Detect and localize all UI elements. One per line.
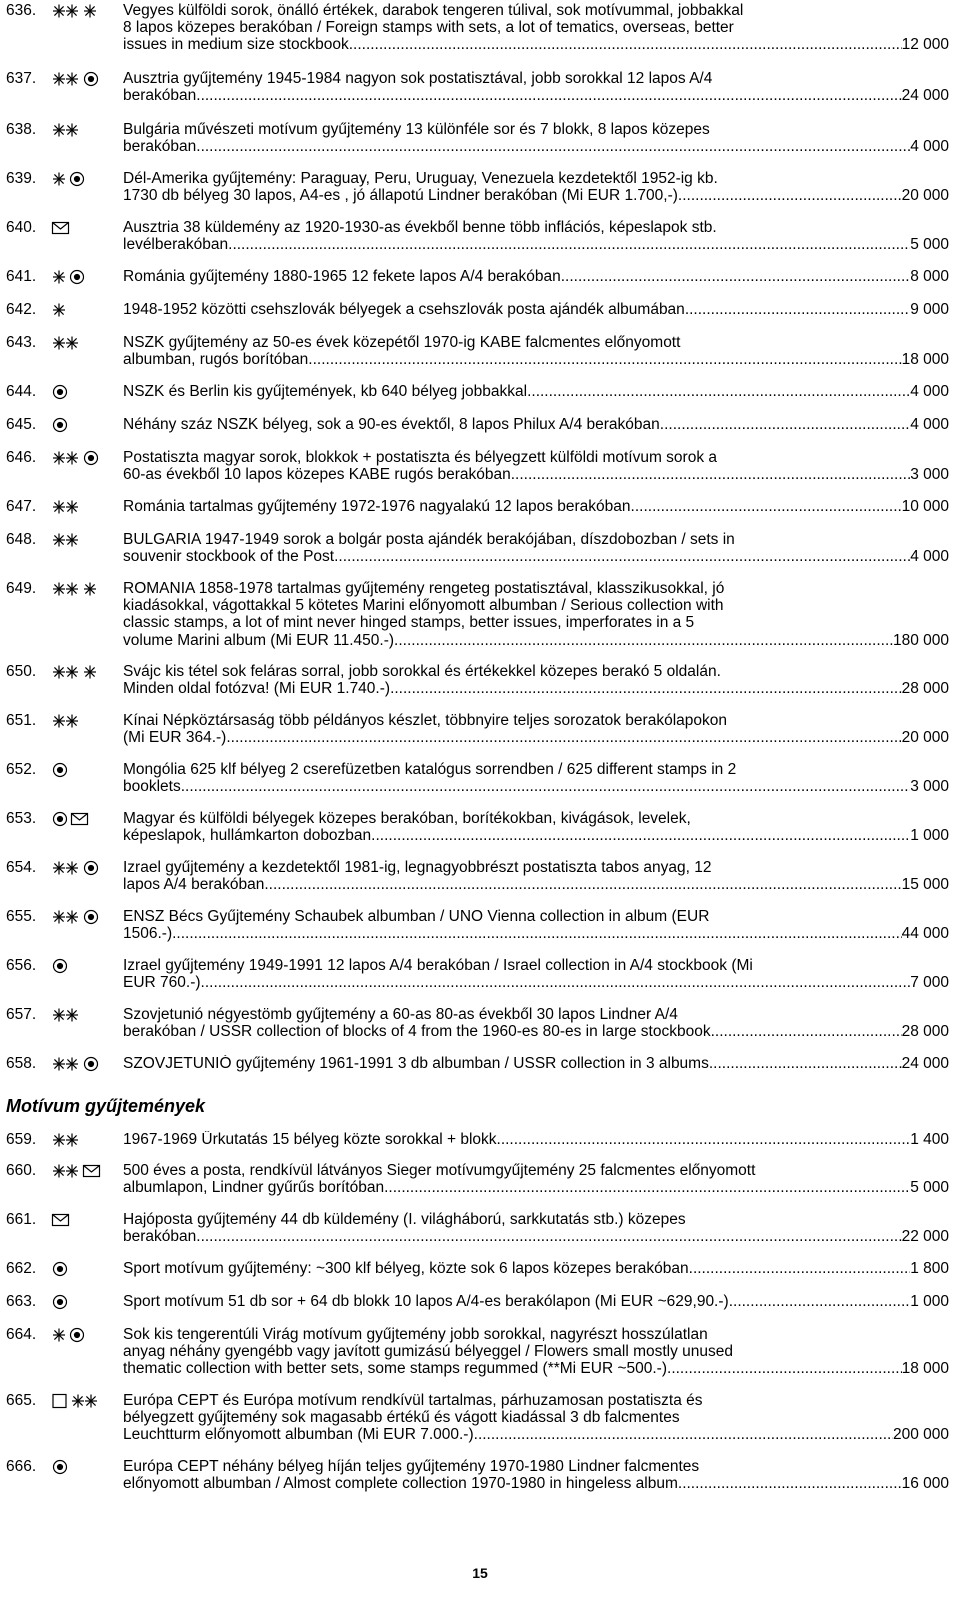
lot-entry	[6, 268, 960, 285]
lot-price: 5 000	[910, 236, 949, 254]
description-line: Románia tartalmas gyűjtemény 1972-1976 nagyalakú 12 lapos berakóban	[123, 498, 631, 515]
lot-number: 655.	[6, 908, 37, 925]
lot-description	[123, 219, 949, 253]
asterisk-single-icon	[51, 171, 67, 187]
lot-entry	[6, 712, 960, 746]
lot-entry	[6, 449, 960, 483]
lot-description	[123, 957, 949, 991]
description-line: berakóban	[123, 87, 197, 105]
condition-icons	[51, 70, 100, 87]
description-line: souvenir stockbook of the Post	[123, 548, 335, 566]
description-line: berakóban	[123, 138, 197, 156]
description-line: Ausztria gyűjtemény 1945-1984 nagyon sok postatisztával, jobb sorokkal 12 lapos A/4	[123, 70, 713, 87]
lot-description	[123, 268, 949, 285]
leader-dots	[631, 498, 902, 515]
lot-price: 12 000	[901, 36, 949, 54]
lot-entry	[6, 70, 960, 104]
description-line: Vegyes külföldi sorok, önálló értékek, darabok tengeren túlival, sok motívummal, jobbakkal	[123, 2, 744, 19]
lot-price: 24 000	[901, 87, 949, 105]
lot-price: 20 000	[901, 187, 949, 205]
lot-entry	[6, 1326, 960, 1378]
lot-entry	[6, 1260, 960, 1277]
lot-number: 656.	[6, 957, 37, 974]
lot-description	[123, 1211, 949, 1245]
lot-price: 15 000	[901, 876, 949, 894]
condition-icons	[51, 712, 81, 729]
postmark-icon	[82, 860, 100, 876]
lot-number: 639.	[6, 170, 37, 187]
lot-price: 4 000	[910, 138, 949, 156]
asterisk-single-icon	[51, 269, 67, 285]
condition-icons	[51, 1211, 71, 1228]
asterisk-single-icon	[82, 581, 98, 597]
lot-description	[123, 810, 949, 844]
lot-number: 661.	[6, 1211, 37, 1228]
lot-price: 3 000	[910, 466, 949, 484]
condition-icons	[51, 1392, 100, 1409]
lot-description	[123, 712, 949, 746]
leader-dots	[678, 187, 902, 204]
leader-dots	[390, 680, 902, 697]
description-line: berakóban	[123, 1228, 197, 1246]
asterisk-double-icon	[51, 909, 81, 925]
description-line: levélberakóban	[123, 236, 229, 254]
lot-description	[123, 1131, 949, 1148]
lot-price: 3 000	[910, 778, 949, 796]
condition-icons	[51, 1162, 102, 1179]
lot-price: 7 000	[910, 974, 949, 992]
condition-icons	[51, 580, 98, 597]
lot-entry	[6, 416, 960, 433]
postmark-icon	[82, 71, 100, 87]
lot-entry	[6, 580, 960, 649]
condition-icons	[51, 268, 86, 285]
leader-dots	[349, 36, 902, 53]
description-line: ENSZ Bécs Gyűjtemény Schaubek albumban / UNO Vienna collection in album (EUR	[123, 908, 710, 925]
description-line: berakóban / USSR collection of blocks of 4 from the 1960-es 80-es in large stockbook	[123, 1023, 711, 1041]
condition-icons	[51, 219, 71, 236]
asterisk-double-icon	[51, 335, 81, 351]
lot-entry	[6, 957, 960, 991]
lot-number: 649.	[6, 580, 37, 597]
lot-description	[123, 531, 949, 565]
lot-number: 643.	[6, 334, 37, 351]
lot-description	[123, 498, 949, 515]
square-icon	[51, 1393, 69, 1409]
description-line: classic stamps, a lot of mint never hinged stamps, better issues, imperforates in a 5	[123, 614, 695, 632]
leader-dots	[660, 416, 910, 433]
postmark-icon	[68, 1327, 86, 1343]
leader-dots	[371, 827, 910, 844]
lot-price: 10 000	[901, 498, 949, 515]
lot-number: 653.	[6, 810, 37, 827]
lot-price: 9 000	[910, 301, 949, 318]
description-line: booklets	[123, 778, 181, 796]
postmark-icon	[51, 1261, 69, 1277]
description-line: Kínai Népköztársaság több példányos készlet, többnyire teljes sorozatok berakólapokon	[123, 712, 728, 729]
description-line: Románia gyűjtemény 1880-1965 12 fekete lapos A/4 berakóban	[123, 268, 561, 285]
postmark-icon	[51, 1459, 69, 1475]
envelope-icon	[51, 220, 71, 236]
description-line: ROMANIA 1858-1978 tartalmas gyűjtemény rengeteg postatisztával, klasszikusokkal, jó	[123, 580, 725, 597]
lot-description	[123, 1293, 949, 1310]
lot-number: 644.	[6, 383, 37, 400]
lot-number: 646.	[6, 449, 37, 466]
lot-description	[123, 449, 949, 483]
lot-price: 200 000	[892, 1426, 949, 1444]
lot-entry	[6, 1293, 960, 1310]
condition-icons	[51, 859, 100, 876]
lot-entry	[6, 334, 960, 368]
description-line: SZOVJETUNIÓ gyűjtemény 1961-1991 3 db albumban / USSR collection in 3 albums	[123, 1055, 709, 1072]
description-line: NSZK gyűjtemény az 50-es évek közepétől 1970-ig KABE falcmentes előnyomott	[123, 334, 681, 351]
description-line: Európa CEPT és Európa motívum rendkívül tartalmas, párhuzamosan postatiszta és	[123, 1392, 703, 1409]
asterisk-double-icon	[51, 860, 81, 876]
lot-price: 5 000	[910, 1179, 949, 1197]
asterisk-double-icon	[51, 499, 81, 515]
condition-icons	[51, 1326, 86, 1343]
postmark-icon	[51, 811, 69, 827]
description-line: anyag néhány gyengébb vagy javított gumizású bélyeggel / Flowers small mostly unused	[123, 1343, 734, 1361]
leader-dots	[678, 1475, 902, 1492]
condition-icons	[51, 908, 100, 925]
leader-dots	[384, 1179, 910, 1196]
lot-entry	[6, 170, 960, 204]
description-line: Svájc kis tétel sok feláras sorral, jobb sorokkal és értékekkel közepes berakó 5 oldalán.	[123, 663, 721, 680]
description-line: lapos A/4 berakóban	[123, 876, 265, 894]
description-line: 1730 db bélyeg 30 lapos, A4-es , jó állapotú Lindner berakóban (Mi EUR 1.700,-)	[123, 187, 678, 205]
condition-icons	[51, 1293, 69, 1310]
condition-icons	[51, 449, 100, 466]
lot-price: 18 000	[901, 1360, 949, 1378]
lot-number: 652.	[6, 761, 37, 778]
description-line: Néhány száz NSZK bélyeg, sok a 90-es évektől, 8 lapos Philux A/4 berakóban	[123, 416, 660, 433]
description-line: Sok kis tengerentúli Virág motívum gyűjtemény jobb sorokkal, nagyrészt hosszúlatlan	[123, 1326, 708, 1343]
asterisk-double-icon	[51, 664, 81, 680]
lot-entry	[6, 531, 960, 565]
lot-description	[123, 761, 949, 795]
lot-description	[123, 908, 949, 942]
lot-number: 650.	[6, 663, 37, 680]
condition-icons	[51, 334, 81, 351]
asterisk-double-icon	[51, 713, 81, 729]
leader-dots	[527, 383, 910, 400]
asterisk-double-icon	[51, 1056, 81, 1072]
description-line: bélyegzett gyűjtemény sok magasabb értékű és vágott kiadással 3 db falcmentes	[123, 1409, 680, 1427]
condition-icons	[51, 1131, 81, 1148]
lot-number: 638.	[6, 121, 37, 138]
condition-icons	[51, 2, 98, 19]
asterisk-double-icon	[51, 122, 81, 138]
asterisk-single-icon	[82, 664, 98, 680]
lot-price: 180 000	[892, 631, 949, 649]
postmark-icon	[51, 958, 69, 974]
lot-entry	[6, 1131, 960, 1148]
description-line: Leuchtturm előnyomott albumban (Mi EUR 7.000.-)	[123, 1426, 474, 1444]
description-line: Ausztria 38 küldemény az 1920-1930-as évekből benne több inflációs, képeslapok stb.	[123, 219, 717, 236]
leader-dots	[685, 301, 910, 318]
lot-entry	[6, 1055, 960, 1072]
lot-number: 657.	[6, 1006, 37, 1023]
asterisk-double-icon	[51, 1163, 81, 1179]
condition-icons	[51, 1260, 69, 1277]
condition-icons	[51, 1458, 69, 1475]
description-line: issues in medium size stockbook	[123, 36, 349, 54]
condition-icons	[51, 121, 81, 138]
lot-number: 637.	[6, 70, 37, 87]
asterisk-single-icon	[51, 1327, 67, 1343]
lot-description	[123, 70, 949, 104]
lot-price: 44 000	[901, 925, 949, 943]
condition-icons	[51, 170, 86, 187]
condition-icons	[51, 301, 67, 318]
condition-icons	[51, 957, 69, 974]
lot-entry	[6, 301, 960, 318]
leader-dots	[497, 1131, 911, 1148]
description-line: előnyomott albumban / Almost complete collection 1970-1980 in hingeless album	[123, 1475, 678, 1493]
lot-entry	[6, 1392, 960, 1444]
condition-icons	[51, 663, 98, 680]
leader-dots	[561, 268, 910, 285]
lot-price: 28 000	[901, 680, 949, 698]
description-line: 1967-1969 Űrkutatás 15 bélyeg közte sorokkal + blokk	[123, 1131, 497, 1148]
postmark-icon	[82, 909, 100, 925]
lot-description	[123, 1458, 949, 1492]
leader-dots	[334, 548, 910, 565]
lot-entry	[6, 1006, 960, 1040]
description-line: képeslapok, hullámkarton dobozban	[123, 827, 372, 845]
description-line: albumban, rugós borítóban	[123, 351, 309, 369]
lot-entry	[6, 1211, 960, 1245]
lot-entry	[6, 121, 960, 155]
leader-dots	[181, 778, 910, 795]
asterisk-double-icon	[70, 1393, 100, 1409]
lot-description	[123, 121, 949, 155]
lot-description	[123, 383, 949, 400]
lot-number: 641.	[6, 268, 37, 285]
description-line: 500 éves a posta, rendkívül látványos Sieger motívumgyűjtemény 25 falcmentes előnyomott	[123, 1162, 756, 1179]
condition-icons	[51, 1055, 100, 1072]
description-line: Szovjetunió négyestömb gyűjtemény a 60-as 80-as évekből 30 lapos Lindner A/4	[123, 1006, 678, 1023]
postmark-icon	[68, 171, 86, 187]
lot-price: 1 000	[910, 1293, 949, 1310]
lot-number: 666.	[6, 1458, 37, 1475]
lot-entry	[6, 1162, 960, 1196]
description-line: Magyar és külföldi bélyegek közepes berakóban, borítékokban, kivágások, levelek,	[123, 810, 691, 827]
leader-dots	[671, 1360, 901, 1377]
postmark-icon	[82, 1056, 100, 1072]
lot-entry	[6, 908, 960, 942]
lot-number: 648.	[6, 531, 37, 548]
lot-entry	[6, 859, 960, 893]
lot-price: 4 000	[910, 548, 949, 566]
lot-description	[123, 1006, 949, 1040]
asterisk-double-icon	[51, 450, 81, 466]
description-line: Sport motívum 51 db sor + 64 db blokk 10 lapos A/4-es berakólapon (Mi EUR ~629,90.-)	[123, 1293, 729, 1310]
condition-icons	[51, 761, 69, 778]
description-line: Minden oldal fotózva! (Mi EUR 1.740.-)	[123, 680, 391, 698]
postmark-icon	[51, 417, 69, 433]
leader-dots	[196, 1228, 901, 1245]
lot-number: 660.	[6, 1162, 37, 1179]
description-line: Postatiszta magyar sorok, blokkok + postatiszta és bélyegzett külföldi motívum sorok a	[123, 449, 718, 466]
lot-description	[123, 1162, 949, 1196]
lot-entry	[6, 761, 960, 795]
page-number: 15	[472, 1565, 488, 1581]
lot-number: 636.	[6, 2, 37, 19]
lot-price: 4 000	[910, 383, 949, 400]
postmark-icon	[68, 269, 86, 285]
description-line: 1506.-)	[123, 925, 173, 943]
lot-description	[123, 1260, 949, 1277]
leader-dots	[689, 1260, 911, 1277]
lot-number: 640.	[6, 219, 37, 236]
condition-icons	[51, 383, 69, 400]
description-line: Izrael gyűjtemény 1949-1991 12 lapos A/4 berakóban / Israel collection in A/4 stockbook (Mi	[123, 957, 753, 974]
condition-icons	[51, 498, 81, 515]
description-line: Mongólia 625 klf bélyeg 2 cserefüzetben katalógus sorrendben / 625 different stamps in 2	[123, 761, 737, 778]
lot-description	[123, 663, 949, 697]
description-line: Hajóposta gyűjtemény 44 db küldemény (I. világháború, sarkkutatás stb.) közepes	[123, 1211, 686, 1228]
leader-dots	[228, 236, 910, 253]
lot-price: 24 000	[901, 1055, 949, 1072]
lot-number: 654.	[6, 859, 37, 876]
description-line: volume Marini album (Mi EUR 11.450.-)	[123, 631, 395, 649]
lot-entry	[6, 810, 960, 844]
lot-number: 663.	[6, 1293, 37, 1310]
lot-price: 1 400	[910, 1131, 949, 1148]
asterisk-single-icon	[51, 302, 67, 318]
condition-icons	[51, 1006, 81, 1023]
lot-number: 658.	[6, 1055, 37, 1072]
description-line: Sport motívum gyűjtemény: ~300 klf bélyeg, közte sok 6 lapos közepes berakóban	[123, 1260, 689, 1277]
lot-entry	[6, 2, 960, 54]
asterisk-single-icon	[82, 3, 98, 19]
description-line: albumlapon, Lindner gyűrűs borítóban	[123, 1179, 385, 1197]
description-line: Európa CEPT néhány bélyeg híján teljes gyűjtemény 1970-1980 Lindner falcmentes	[123, 1458, 700, 1475]
lot-entry	[6, 219, 960, 253]
postmark-icon	[51, 1294, 69, 1310]
envelope-icon	[70, 811, 90, 827]
leader-dots	[709, 1055, 902, 1072]
lot-number: 662.	[6, 1260, 37, 1277]
description-line: Dél-Amerika gyűjtemény: Paraguay, Peru, Uruguay, Venezuela kezdetektől 1952-ig kb.	[123, 170, 718, 187]
description-line: thematic collection with better sets, some stamps regummed (**Mi EUR ~500.-).	[123, 1360, 672, 1378]
description-line: EUR 760.-)	[123, 974, 201, 992]
condition-icons	[51, 416, 69, 433]
description-line: 1948-1952 közötti csehszlovák bélyegek a csehszlovák posta ajándék albumában	[123, 301, 685, 318]
asterisk-double-icon	[51, 71, 81, 87]
lot-price: 8 000	[910, 268, 949, 285]
lot-price: 1 800	[910, 1260, 949, 1277]
description-line: Bulgária művészeti motívum gyűjtemény 13 különféle sor és 7 blokk, 8 lapos közepes	[123, 121, 710, 138]
lot-number: 664.	[6, 1326, 37, 1343]
leader-dots	[308, 351, 901, 368]
description-line: BULGARIA 1947-1949 sorok a bolgár posta ajándék berakójában, díszdobozban / sets in	[123, 531, 735, 548]
description-line: 8 lapos közepes berakóban / Foreign stamps with sets, a lot of tematics, overseas, better	[123, 19, 734, 37]
lot-entry	[6, 498, 960, 515]
leader-dots	[196, 138, 910, 155]
lot-description	[123, 580, 949, 649]
lot-description	[123, 416, 949, 433]
asterisk-double-icon	[51, 581, 81, 597]
lot-number: 647.	[6, 498, 37, 515]
leader-dots	[201, 974, 911, 991]
lot-description	[123, 1326, 949, 1378]
leader-dots	[511, 466, 910, 483]
lot-description	[123, 334, 949, 368]
description-line: Izrael gyűjtemény a kezdetektől 1981-ig, legnagyobbrészt postatiszta tabos anyag, 12	[123, 859, 712, 876]
lot-number: 665.	[6, 1392, 37, 1409]
leader-dots	[474, 1426, 893, 1443]
postmark-icon	[51, 762, 69, 778]
lot-description	[123, 859, 949, 893]
leader-dots	[196, 87, 901, 104]
asterisk-double-icon	[51, 532, 81, 548]
lot-price: 16 000	[901, 1475, 949, 1493]
lot-price: 22 000	[901, 1228, 949, 1246]
description-line: 60-as évekből 10 lapos közepes KABE rugós berakóban	[123, 466, 511, 484]
leader-dots	[711, 1023, 902, 1040]
asterisk-double-icon	[51, 3, 81, 19]
postmark-icon	[82, 450, 100, 466]
lot-entry	[6, 383, 960, 400]
leader-dots	[226, 729, 901, 746]
lot-description	[123, 301, 949, 318]
envelope-icon	[51, 1212, 71, 1228]
description-line: kiadásokkal, vágottakkal 5 kötetes Marini előnyomott albumban / Serious collection with	[123, 597, 724, 615]
lot-number: 659.	[6, 1131, 37, 1148]
asterisk-double-icon	[51, 1132, 81, 1148]
lot-description	[123, 2, 949, 54]
lot-price: 20 000	[901, 729, 949, 747]
lot-number: 651.	[6, 712, 37, 729]
lot-price: 18 000	[901, 351, 949, 369]
leader-dots	[394, 632, 893, 649]
section-heading: Motívum gyűjtemények	[6, 1096, 206, 1116]
lot-price: 4 000	[910, 416, 949, 433]
asterisk-double-icon	[51, 1007, 81, 1023]
leader-dots	[172, 925, 901, 942]
lot-entry	[6, 663, 960, 697]
lot-number: 645.	[6, 416, 37, 433]
leader-dots	[264, 876, 901, 893]
leader-dots	[729, 1293, 911, 1310]
lot-entry	[6, 1458, 960, 1492]
lot-number: 642.	[6, 301, 37, 318]
lot-price: 1 000	[910, 827, 949, 845]
description-line: (Mi EUR 364.-)	[123, 729, 227, 747]
lot-description	[123, 1055, 949, 1072]
description-line: NSZK és Berlin kis gyűjtemények, kb 640 bélyeg jobbakkal	[123, 383, 528, 400]
condition-icons	[51, 810, 90, 827]
envelope-icon	[82, 1163, 102, 1179]
postmark-icon	[51, 384, 69, 400]
condition-icons	[51, 531, 81, 548]
lot-price: 28 000	[901, 1023, 949, 1041]
lot-description	[123, 170, 949, 204]
lot-description	[123, 1392, 949, 1444]
